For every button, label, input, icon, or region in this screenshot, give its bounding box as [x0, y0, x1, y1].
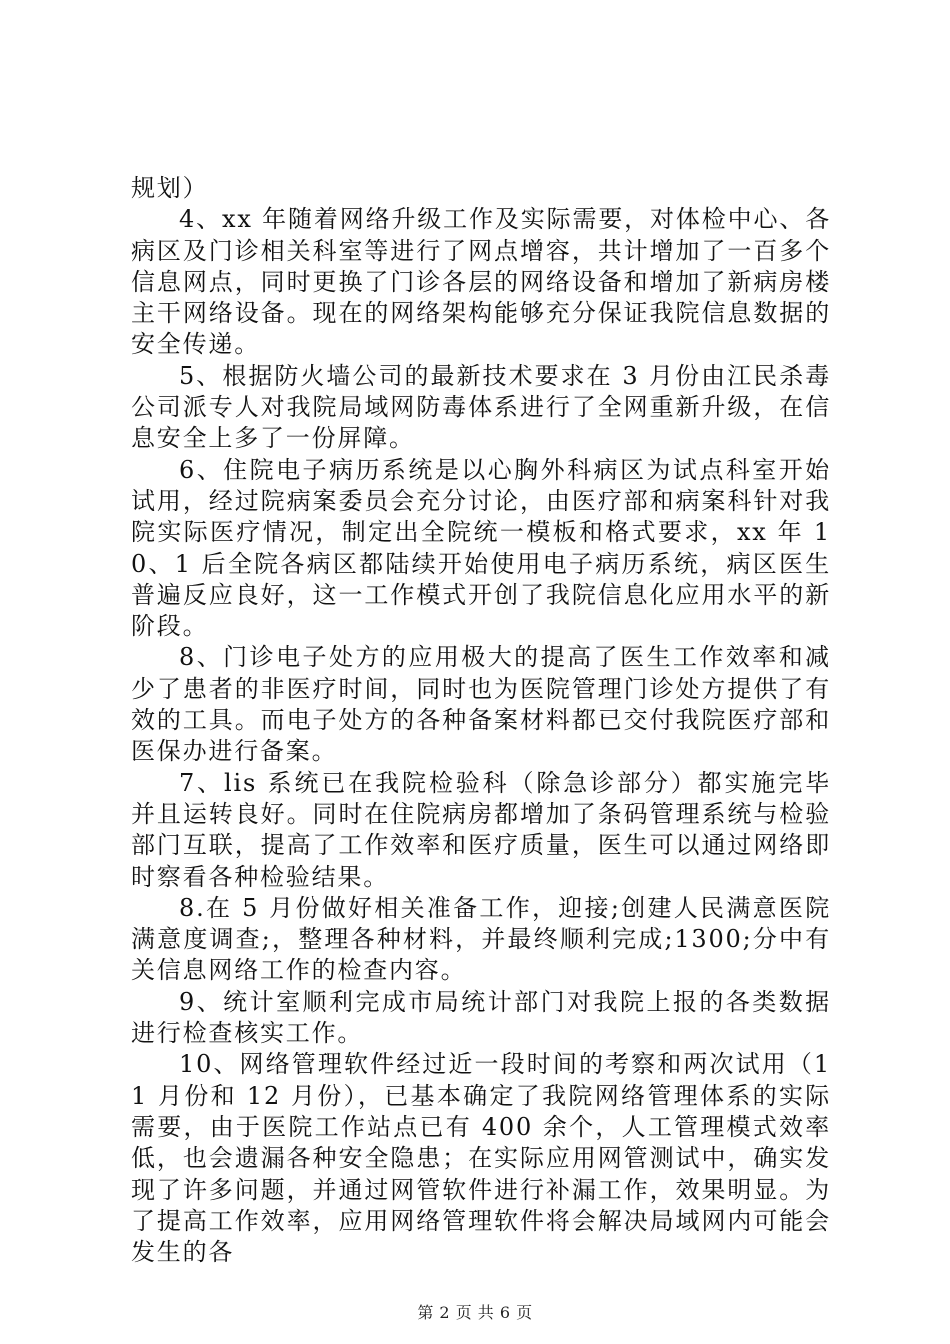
- paragraph-item-9-statistics: 9、统计室顺利完成市局统计部门对我院上报的各类数据进行检查核实工作。: [131, 987, 831, 1048]
- paragraph-item-8-survey: 8.在 5 月份做好相关准备工作，迎接;创建人民满意医院满意度调查;，整理各种材料，并最终顺利完成;1300;分中有关信息网络工作的检查内容。: [131, 893, 831, 985]
- paragraph-item-6-emr: 6、住院电子病历系统是以心胸外科病区为试点科室开始试用，经过院病案委员会充分讨论，由医疗部和病案科针对我院实际医疗情况，制定出全院统一模板和格式要求，xx 年 10、1 后全院各病区都陆续开始使用电子病历系统，病区医生普遍反应良好，这一工作模式开创了我院信息化应用水平的新阶段。: [131, 455, 831, 641]
- paragraph-item-5-antivirus: 5、根据防火墙公司的最新技术要求在 3 月份由江民杀毒公司派专人对我院局域网防毒体系进行了全网重新升级，在信息安全上多了一份屏障。: [131, 361, 831, 453]
- paragraph-item-10-network-management: 10、网络管理软件经过近一段时间的考察和两次试用（11 月份和 12 月份），已基本确定了我院网络管理体系的实际需要，由于医院工作站点已有 400 余个，人工管理模式效率低，也会遗漏各种安全隐患；在实际应用网管测试中，确实发现了许多问题，并通过网管软件进行补漏工作，效果明显。为了提高工作效率，应用网络管理软件将会解决局域网内可能会发生的各: [131, 1050, 831, 1267]
- document-body: [131, 173, 831, 1268]
- page-footer: 第 2 页 共 6 页: [417, 1303, 533, 1322]
- paragraph-planning-tail: 规划）: [131, 174, 209, 202]
- paragraph-item-8-e-prescription: 8、门诊电子处方的应用极大的提高了医生工作效率和减少了患者的非医疗时间，同时也为医院管理门诊处方提供了有效的工具。而电子处方的各种备案材料都已交付我院医疗部和医保办进行备案。: [131, 643, 831, 766]
- paragraph-item-7-lis: 7、lis 系统已在我院检验科（除急诊部分）都实施完毕并且运转良好。同时在住院病房都增加了条码管理系统与检验部门互联，提高了工作效率和医疗质量，医生可以通过网络即时察看各种检验结果。: [131, 768, 831, 891]
- paragraph-item-4-network-upgrade: 4、xx 年随着网络升级工作及实际需要，对体检中心、各病区及门诊相关科室等进行了网点增容，共计增加了一百多个信息网点，同时更换了门诊各层的网络设备和增加了新病房楼主干网络设备。现在的网络架构能够充分保证我院信息数据的安全传递。: [131, 205, 831, 359]
